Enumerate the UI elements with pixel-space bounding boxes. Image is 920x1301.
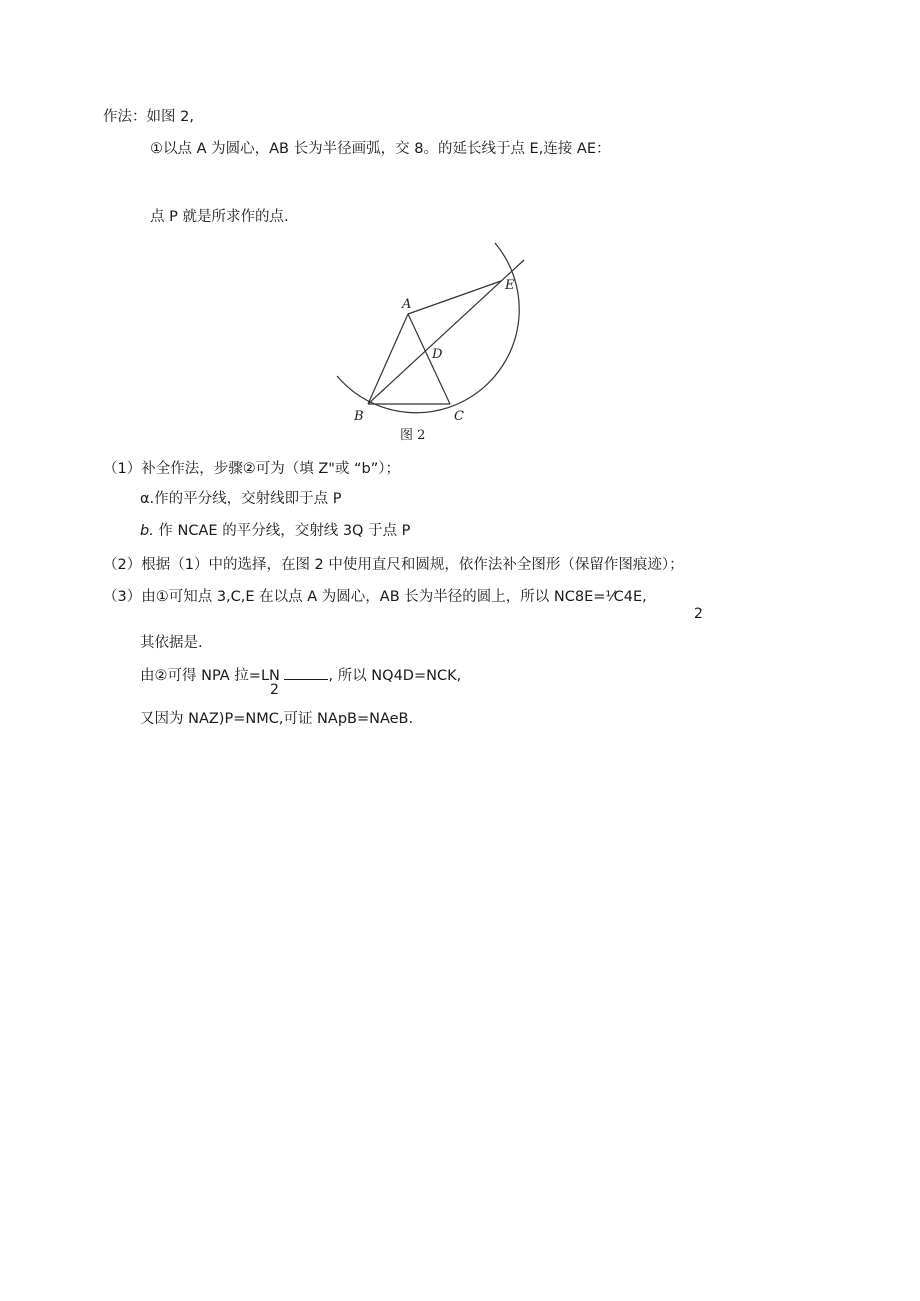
- geometry-figure: [330, 236, 530, 446]
- label-b: B: [354, 409, 364, 424]
- option-a-text: 作的平分线，交射线即于点 P: [154, 491, 342, 507]
- question-1-option-b: [140, 522, 410, 540]
- label-d: D: [432, 347, 443, 362]
- ray-be: [368, 260, 524, 404]
- question-1-option-a: [140, 490, 342, 508]
- question-3-line-3: 又因为 NAZ)P=NMC,可证 NApB=NAeB.: [140, 711, 414, 727]
- method-step-1: ①以点 A 为圆心，AB 长为半径画弧，交 8。的延长线于点 E,连接 AE：: [150, 141, 611, 157]
- label-c: C: [454, 409, 464, 424]
- segment-ae: [408, 281, 501, 314]
- question-3-line-2: [140, 666, 461, 685]
- question-3-basis: 其依据是.: [140, 635, 203, 651]
- method-conclusion: 点 P 就是所求作的点.: [150, 209, 289, 225]
- answer-blank[interactable]: [284, 666, 328, 680]
- label-a: A: [402, 297, 412, 312]
- question-2: （2）根据（1）中的选择，在图 2 中使用直尺和圆规，依作法补全图形（保留作图痕迹）；: [103, 557, 684, 573]
- figure-caption: 图 2: [400, 428, 426, 443]
- method-heading: 作法：如图 2,: [103, 109, 194, 125]
- question-1: （1）补全作法，步骤②可为（填 Z"或 “b”）；: [103, 461, 401, 477]
- circle-arc: [337, 243, 519, 413]
- question-3-fraction-denominator: 2: [694, 606, 703, 622]
- option-b-text: 作 NCAE 的平分线，交射线 3Q 于点 P: [153, 523, 411, 539]
- question-3-line-2-denominator: 2: [270, 682, 279, 698]
- question-3: （3）由①可知点 3,C,E 在以点 A 为圆心，AB 长为半径的圆上，所以 NC8E=⅟C4E,: [103, 589, 647, 605]
- segment-ac: [408, 314, 450, 404]
- segment-ab: [368, 314, 408, 404]
- option-b-marker: b.: [140, 523, 154, 539]
- label-e: E: [505, 278, 515, 293]
- line-2-suffix: , 所以 NQ4D=NCK,: [328, 668, 462, 684]
- line-2-prefix: 由②可得 NPA 拉=LN: [140, 668, 280, 684]
- option-a-marker: α.: [140, 491, 155, 507]
